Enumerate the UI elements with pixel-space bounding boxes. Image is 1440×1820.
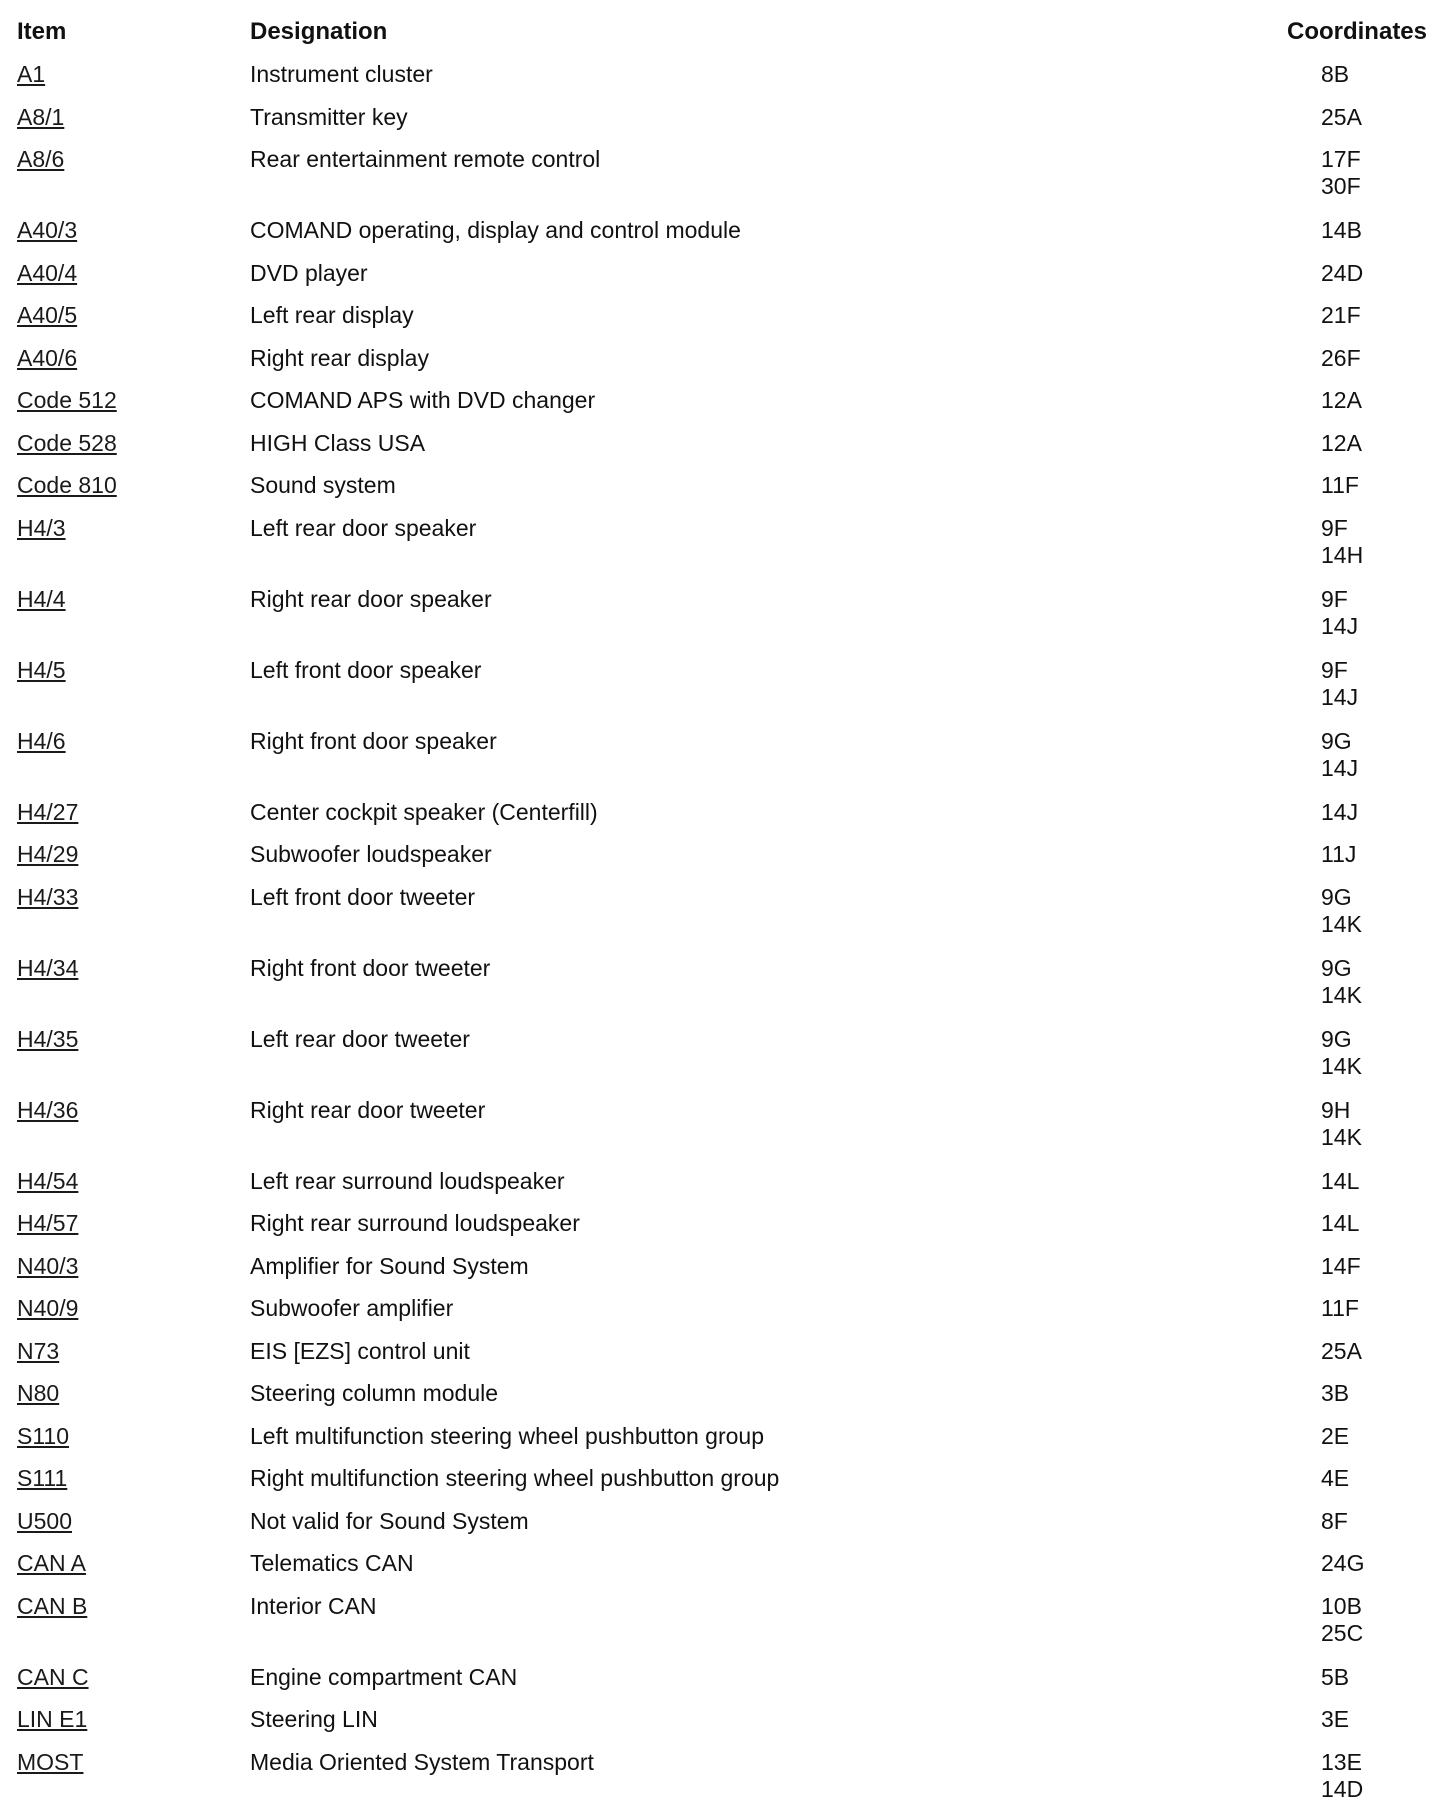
table-row: [17, 884, 1427, 955]
header-item: Item: [17, 18, 67, 45]
item-cell: [17, 472, 250, 499]
item-link[interactable]: A1: [17, 61, 46, 87]
designation-cell: Subwoofer loudspeaker: [250, 841, 492, 867]
table-row: [17, 1026, 1427, 1097]
designation-cell: Rear entertainment remote control: [250, 146, 601, 172]
coordinate-value: 8F: [1321, 1507, 1348, 1534]
item-link[interactable]: H4/33: [17, 883, 79, 910]
coordinates-cell: [1280, 302, 1427, 329]
coordinate-value: 4E: [1321, 1465, 1350, 1491]
item-cell: [17, 586, 250, 613]
coordinates-cell: [1280, 1338, 1427, 1365]
coordinates-cell: [1280, 799, 1427, 826]
coordinates-cell: [1280, 1295, 1427, 1322]
item-link[interactable]: H4/5: [17, 656, 66, 683]
item-cell: [17, 302, 250, 329]
table-row: [17, 1097, 1427, 1168]
designation-cell: Right rear surround loudspeaker: [250, 1210, 580, 1236]
item-link[interactable]: S111: [17, 1465, 68, 1491]
table-row: [17, 1210, 1427, 1253]
coordinates-cell: [1280, 61, 1427, 88]
header-coordinates: Coordinates: [1286, 18, 1427, 45]
coordinate-value: 14J: [1321, 754, 1359, 781]
coordinate-value: 9H: [1321, 1096, 1351, 1123]
item-cell: [17, 1465, 250, 1492]
table-row: [17, 1593, 1427, 1664]
coordinate-value: 3B: [1321, 1380, 1350, 1406]
coordinates-cell: [1280, 1664, 1427, 1691]
item-link[interactable]: CAN B: [17, 1592, 88, 1619]
coordinates-cell: [1280, 515, 1427, 569]
item-link[interactable]: S110: [17, 1422, 70, 1449]
designation-cell: COMAND operating, display and control module: [250, 217, 741, 243]
item-link[interactable]: CAN A: [17, 1550, 87, 1576]
coordinate-value: 14L: [1321, 1167, 1360, 1194]
designation-cell: Center cockpit speaker (Centerfill): [250, 798, 598, 825]
coordinate-value: 5B: [1321, 1663, 1350, 1690]
item-link[interactable]: LIN E1: [17, 1706, 88, 1732]
table-row: [17, 586, 1427, 657]
coordinate-value: 21F: [1321, 302, 1361, 328]
coordinate-value: 25A: [1321, 103, 1362, 130]
item-cell: [17, 1508, 250, 1535]
item-cell: [17, 1550, 250, 1577]
designation-cell: Left rear door tweeter: [250, 1025, 470, 1052]
coordinate-value: 25A: [1321, 1337, 1362, 1364]
item-cell: [17, 515, 250, 542]
item-link[interactable]: H4/34: [17, 954, 79, 981]
table-row: [17, 1295, 1427, 1338]
item-link[interactable]: A8/6: [17, 146, 65, 172]
designation-cell: Subwoofer amplifier: [250, 1295, 454, 1321]
coordinate-value: 11F: [1321, 1295, 1359, 1321]
table-row: [17, 1338, 1427, 1381]
coordinate-value: 10B: [1321, 1592, 1362, 1619]
designation-cell: COMAND APS with DVD changer: [250, 387, 596, 413]
designation-cell: Engine compartment CAN: [250, 1663, 518, 1690]
coordinates-cell: [1280, 1097, 1427, 1151]
table-row: [17, 955, 1427, 1026]
table-row: [17, 841, 1427, 884]
designation-cell: Media Oriented System Transport: [250, 1748, 594, 1775]
table-row: [17, 1168, 1427, 1211]
item-cell: [17, 1749, 250, 1776]
coordinates-cell: [1280, 387, 1427, 414]
coordinates-cell: [1280, 1253, 1427, 1280]
coordinates-cell: [1280, 430, 1427, 457]
coordinate-value: 14F: [1321, 1252, 1361, 1279]
table-row: [17, 217, 1427, 260]
table-row: [17, 657, 1427, 728]
item-cell: [17, 1097, 250, 1124]
item-cell: [17, 1593, 250, 1620]
component-table: [17, 18, 1427, 1820]
coordinate-value: 14J: [1321, 683, 1359, 710]
coordinate-value: 17F: [1321, 146, 1361, 172]
designation-cell: Steering column module: [250, 1380, 499, 1406]
coordinates-cell: [1280, 1423, 1427, 1450]
item-cell: [17, 1253, 250, 1280]
designation-cell: Amplifier for Sound System: [250, 1252, 529, 1279]
table-row: [17, 799, 1427, 842]
table-header: [17, 18, 1427, 61]
item-link[interactable]: A40/5: [17, 302, 78, 328]
item-cell: [17, 1168, 250, 1195]
item-link[interactable]: H4/35: [17, 1025, 79, 1052]
coordinate-value: 14K: [1321, 910, 1362, 937]
designation-cell: Left front door tweeter: [250, 883, 476, 910]
item-link[interactable]: N73: [17, 1337, 60, 1364]
item-link[interactable]: Code 810: [17, 472, 117, 498]
item-link[interactable]: A8/1: [17, 103, 65, 130]
item-link[interactable]: A40/6: [17, 344, 78, 371]
designation-cell: Right front door tweeter: [250, 954, 491, 981]
coordinates-cell: [1280, 728, 1427, 782]
item-cell: [17, 799, 250, 826]
item-link[interactable]: H4/57: [17, 1210, 79, 1236]
item-link[interactable]: H4/6: [17, 727, 66, 754]
coordinate-value: 11F: [1321, 472, 1359, 498]
coordinate-value: 9G: [1321, 954, 1352, 981]
coordinates-cell: [1280, 1749, 1427, 1803]
table-row: [17, 146, 1427, 217]
designation-cell: Left rear display: [250, 302, 414, 328]
item-link[interactable]: A40/4: [17, 259, 78, 286]
coordinates-cell: [1280, 1168, 1427, 1195]
coordinate-value: 11J: [1321, 841, 1357, 867]
item-cell: [17, 1210, 250, 1237]
coordinate-value: 14K: [1321, 981, 1362, 1008]
item-cell: [17, 728, 250, 755]
item-cell: [17, 884, 250, 911]
coordinate-value: 9G: [1321, 883, 1352, 910]
designation-cell: Transmitter key: [250, 103, 408, 130]
table-row: [17, 387, 1427, 430]
item-link[interactable]: MOST: [17, 1748, 84, 1775]
item-cell: [17, 345, 250, 372]
table-row: [17, 1706, 1427, 1749]
item-link[interactable]: N40/9: [17, 1295, 79, 1321]
table-row: [17, 260, 1427, 303]
designation-cell: Left rear surround loudspeaker: [250, 1167, 565, 1194]
table-body: [17, 61, 1427, 1820]
item-link[interactable]: CAN C: [17, 1663, 89, 1690]
coordinate-value: 14B: [1321, 217, 1362, 243]
coordinate-value: 25C: [1321, 1619, 1364, 1646]
designation-cell: Left multifunction steering wheel pushbutton group: [250, 1422, 764, 1449]
designation-cell: EIS [EZS] control unit: [250, 1337, 470, 1364]
coordinate-value: 9G: [1321, 727, 1352, 754]
table-row: [17, 61, 1427, 104]
item-cell: [17, 430, 250, 457]
item-cell: [17, 1380, 250, 1407]
item-link[interactable]: Code 528: [17, 429, 117, 456]
coordinate-value: 3E: [1321, 1706, 1350, 1732]
coordinates-cell: [1280, 1026, 1427, 1080]
item-link[interactable]: H4/36: [17, 1096, 79, 1123]
item-cell: [17, 1664, 250, 1691]
coordinate-value: 24G: [1321, 1550, 1365, 1576]
designation-cell: Steering LIN: [250, 1706, 378, 1732]
item-cell: [17, 1338, 250, 1365]
designation-cell: Left rear door speaker: [250, 514, 477, 541]
coordinates-cell: [1280, 841, 1427, 868]
item-cell: [17, 387, 250, 414]
designation-cell: Interior CAN: [250, 1592, 377, 1619]
coordinates-cell: [1280, 104, 1427, 131]
table-row: [17, 1508, 1427, 1551]
table-row: [17, 1664, 1427, 1707]
item-link[interactable]: H4/4: [17, 585, 66, 612]
designation-cell: Right multifunction steering wheel pushbutton group: [250, 1465, 780, 1491]
designation-cell: Right front door speaker: [250, 727, 497, 754]
table-row: [17, 430, 1427, 473]
item-cell: [17, 1026, 250, 1053]
designation-cell: Right rear door tweeter: [250, 1096, 486, 1123]
coordinate-value: 14J: [1321, 612, 1359, 639]
item-cell: [17, 955, 250, 982]
coordinate-value: 9F: [1321, 656, 1348, 683]
designation-cell: Not valid for Sound System: [250, 1507, 529, 1534]
coordinates-cell: [1280, 1706, 1427, 1733]
coordinates-cell: [1280, 657, 1427, 711]
coordinate-value: 14K: [1321, 1052, 1362, 1079]
coordinate-value: 9F: [1321, 585, 1348, 612]
item-link[interactable]: U500: [17, 1507, 72, 1534]
coordinate-value: 14D: [1321, 1775, 1364, 1802]
coordinate-value: 9F: [1321, 514, 1348, 541]
coordinates-cell: [1280, 1593, 1427, 1647]
coordinates-cell: [1280, 1508, 1427, 1535]
item-cell: [17, 1423, 250, 1450]
table-row: [17, 515, 1427, 586]
table-row: [17, 1550, 1427, 1593]
coordinate-value: 12A: [1321, 429, 1362, 456]
table-row: [17, 345, 1427, 388]
coordinate-value: 8B: [1321, 61, 1350, 87]
table-row: [17, 104, 1427, 147]
item-cell: [17, 1706, 250, 1733]
designation-cell: HIGH Class USA: [250, 429, 426, 456]
table-row: [17, 302, 1427, 345]
coordinates-cell: [1280, 1210, 1427, 1237]
coordinate-value: 24D: [1321, 259, 1364, 286]
table-row: [17, 1423, 1427, 1466]
designation-cell: Right rear door speaker: [250, 585, 492, 612]
coordinates-cell: [1280, 260, 1427, 287]
table-row: [17, 1253, 1427, 1296]
designation-cell: Instrument cluster: [250, 61, 433, 87]
coordinates-cell: [1280, 1465, 1427, 1492]
item-link[interactable]: H4/3: [17, 514, 66, 541]
item-link[interactable]: H4/29: [17, 841, 79, 867]
item-cell: [17, 657, 250, 684]
coordinates-cell: [1280, 345, 1427, 372]
table-row: [17, 472, 1427, 515]
item-link[interactable]: A40/3: [17, 217, 78, 243]
table-row: [17, 728, 1427, 799]
coordinates-cell: [1280, 955, 1427, 1009]
coordinate-value: 14H: [1321, 541, 1364, 568]
designation-cell: Telematics CAN: [250, 1550, 414, 1576]
item-cell: [17, 104, 250, 131]
coordinates-cell: [1280, 217, 1427, 244]
designation-cell: Right rear display: [250, 344, 429, 371]
item-cell: [17, 146, 250, 173]
coordinate-value: 13E: [1321, 1748, 1362, 1775]
coordinates-cell: [1280, 1380, 1427, 1407]
coordinate-value: 14J: [1321, 798, 1359, 825]
table-row: [17, 1749, 1427, 1820]
item-cell: [17, 61, 250, 88]
item-cell: [17, 841, 250, 868]
coordinates-cell: [1280, 586, 1427, 640]
coordinate-value: 30F: [1321, 173, 1361, 199]
item-link[interactable]: H4/27: [17, 798, 79, 825]
coordinate-value: 14L: [1321, 1210, 1360, 1236]
table-row: [17, 1465, 1427, 1508]
item-cell: [17, 217, 250, 244]
item-cell: [17, 1295, 250, 1322]
item-link[interactable]: Code 512: [17, 387, 117, 413]
designation-cell: Sound system: [250, 472, 396, 498]
coordinate-value: 26F: [1321, 344, 1361, 371]
item-cell: [17, 260, 250, 287]
header-designation: Designation: [250, 18, 388, 45]
designation-cell: DVD player: [250, 259, 368, 286]
coordinates-cell: [1280, 146, 1427, 200]
coordinates-cell: [1280, 1550, 1427, 1577]
item-link[interactable]: H4/54: [17, 1167, 79, 1194]
coordinate-value: 14K: [1321, 1123, 1362, 1150]
item-link[interactable]: N40/3: [17, 1252, 79, 1279]
coordinate-value: 9G: [1321, 1025, 1352, 1052]
designation-cell: Left front door speaker: [250, 656, 482, 683]
coordinates-cell: [1280, 472, 1427, 499]
coordinates-cell: [1280, 884, 1427, 938]
table-row: [17, 1380, 1427, 1423]
coordinate-value: 2E: [1321, 1422, 1350, 1449]
coordinate-value: 12A: [1321, 387, 1362, 413]
item-link[interactable]: N80: [17, 1380, 60, 1406]
